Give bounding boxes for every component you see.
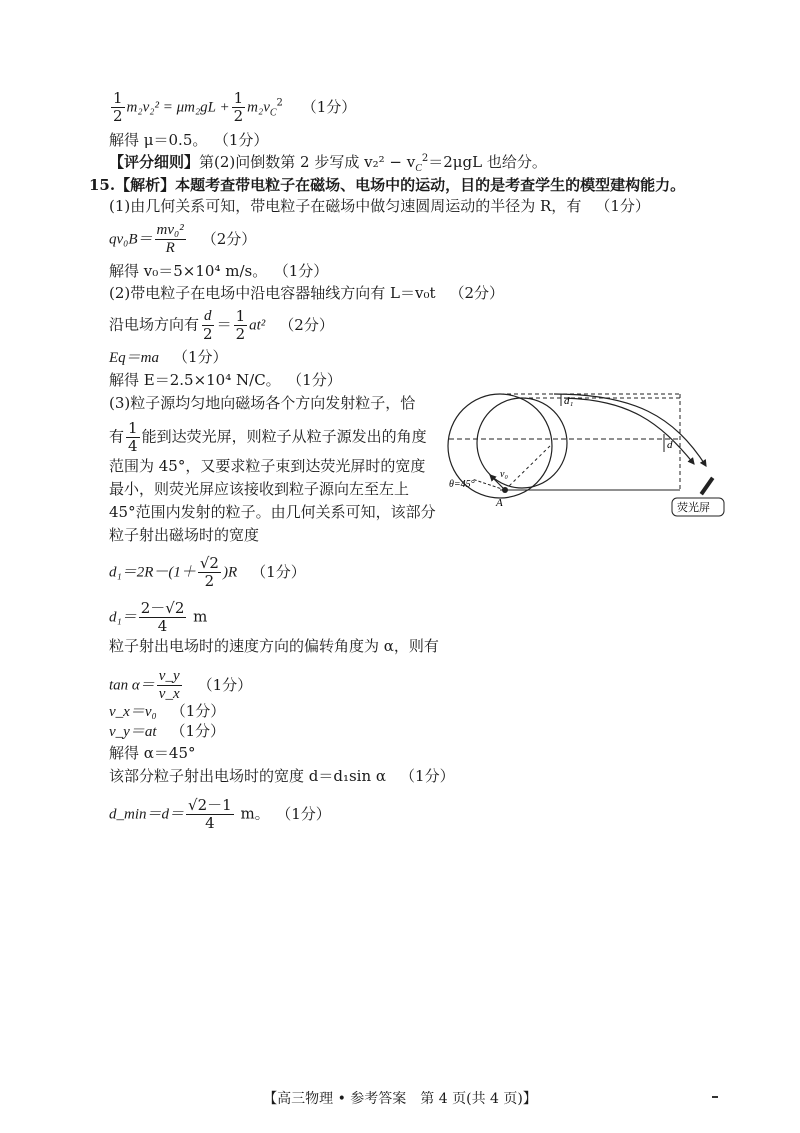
part3-line-4: 最小，则荧光屏应该接收到粒子源向左至左上 <box>109 480 410 498</box>
vy-equation: v_y＝at （1分） <box>109 722 226 740</box>
lorentz-equation: qv₀B＝ $\frac{\text{mv₀²}}{R}$ （2分） <box>109 222 257 256</box>
newton-equation: Eq＝ma （1分） <box>109 348 228 366</box>
source-point <box>502 487 508 493</box>
label-A: A <box>496 497 503 509</box>
fluorescent-screen <box>700 477 715 496</box>
dmin-equation: d_min＝d＝ $\frac{√2-1}{4}$ m。 （1分） <box>109 796 331 832</box>
label-d1: d₁ <box>564 395 574 407</box>
part3-line-5: 45°范围内发射的粒子。由几何关系可知，该部分 <box>109 503 436 521</box>
part3-line-3: 范围为 45°，又要求粒子束到达荧光屏时的宽度 <box>109 457 426 475</box>
corner-mark <box>712 1096 718 1098</box>
vx-equation: v_x＝v₀ （1分） <box>109 702 226 720</box>
part3-line-2: 有 $\frac{1}{4}$ 能到达荧光屏，则粒子从粒子源发出的角度 <box>109 419 427 455</box>
page-footer: 【高三物理 • 参考答案 第 4 页(共 4 页)】 <box>263 1091 537 1107</box>
d-equation: 该部分粒子射出电场时的宽度 d＝d₁sin α （1分） <box>109 767 455 785</box>
chord-line <box>505 444 552 490</box>
magnetic-field-diagram <box>444 376 744 536</box>
label-theta: θ=45° <box>449 479 475 490</box>
d1-value: d₁＝ $\frac{2-√2}{4}$ m <box>109 599 208 635</box>
deflection-text: 粒子射出电场时的速度方向的偏转角度为 α，则有 <box>109 637 439 655</box>
tan-equation: tan α＝ $\frac{v\_y}{v\_x}$ （1分） <box>109 668 253 702</box>
label-v0: v₀ <box>500 469 508 480</box>
trajectory-upper <box>554 394 706 466</box>
grading-rule: 【评分细则】第(2)问倒数第 2 步写成 $v_2^2 - v_C^2=2\mu gL$ 也给分。 <box>109 153 547 174</box>
label-d: d <box>667 439 673 451</box>
field-circle-small <box>477 398 567 488</box>
part3-line-6: 粒子射出磁场时的宽度 <box>109 526 260 544</box>
trajectory-lower <box>564 398 694 464</box>
d1-equation: d₁＝2R－(1＋ $\frac{√2}{2}$ )R （1分） <box>109 554 306 590</box>
part1-text: (1)由几何关系可知，带电粒子在磁场中做匀速圆周运动的半径为 R，有 （1分） <box>109 197 650 215</box>
q15-heading: 15.【解析】本题考查带电粒子在磁场、电场中的运动，目的是考查学生的模型建构能力。 <box>89 176 686 194</box>
alpha-result: 解得 α＝45° <box>109 744 196 762</box>
E-result: 解得 E＝2.5×10⁴ N/C。 （1分） <box>109 371 342 389</box>
field-direction-equation: 沿电场方向有 $\frac{d}{2}$ ＝ $\frac{1}{2}$ at² （2分） <box>109 307 334 343</box>
mu-result: 解得 μ＝0.5。 （1分） <box>109 131 269 149</box>
part2-text: (2)带电粒子在电场中沿电容器轴线方向有 L＝v₀t （2分） <box>109 284 505 302</box>
label-screen: 荧光屏 <box>677 501 710 514</box>
part3-line-1: (3)粒子源均匀地向磁场各个方向发射粒子，恰 <box>109 394 416 412</box>
v0-result: 解得 v₀＝5×10⁴ m/s。 （1分） <box>109 262 329 280</box>
energy-equation: $\frac{1}{2}$ m₂v₂² = μm₂gL + $\frac{1}{2}$ $m_2v_C^2$ （1分） <box>113 89 357 125</box>
